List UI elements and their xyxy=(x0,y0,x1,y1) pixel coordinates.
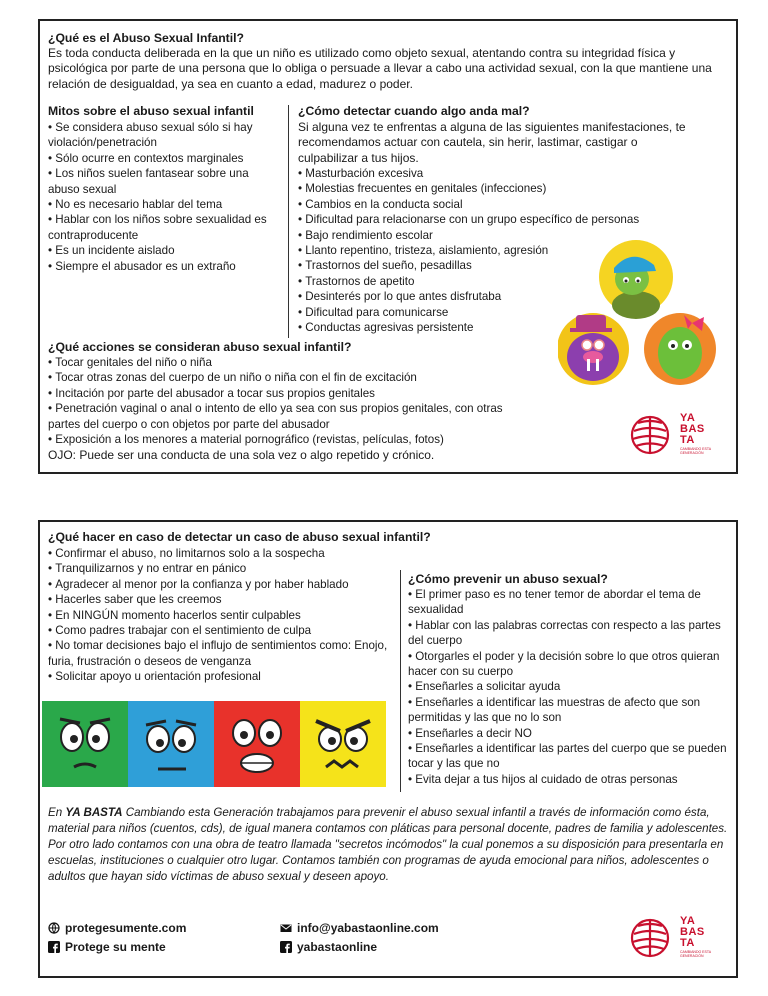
list-item: • Hablar con los niños sobre sexualidad es contraproducente xyxy=(48,212,280,243)
logo-line-2: BAS xyxy=(680,926,705,938)
facebook-handle-link[interactable] xyxy=(280,940,377,954)
list-item: • Penetración vaginal o anal o intento de ello ya sea con sus propios genitales, con otras partes del cuerpo o con objetos por parte del abusador xyxy=(48,401,518,432)
list-item: • Conductas agresivas persistente xyxy=(298,320,718,335)
website-text: protegesumente.com xyxy=(65,921,187,935)
list-item: • Exposición a los menores a material pornográfico (revistas, películas, fotos) xyxy=(48,432,518,447)
myths-title: Mitos sobre el abuso sexual infantil xyxy=(48,104,254,118)
list-item: • Dificultad para comunicarse xyxy=(298,305,718,320)
about-paragraph xyxy=(48,805,728,885)
list-item: • Los niños suelen fantasear sobre una abuso sexual xyxy=(48,166,280,197)
list-item: • Solicitar apoyo u orientación profesional xyxy=(48,669,398,684)
column-divider xyxy=(288,105,289,338)
characters-illustration xyxy=(558,235,718,385)
list-item: • Siempre el abusador es un extraño xyxy=(48,259,280,274)
list-item: • Llanto repentino, tristeza, aislamiento, agresión xyxy=(298,243,718,258)
list-item: • Enseñarles a identificar las muestras de afecto que son permitidas y las que no lo son xyxy=(408,695,730,726)
list-item: • Se considera abuso sexual sólo si hay violación/penetración xyxy=(48,120,280,151)
detect-title: ¿Cómo detectar cuando algo anda mal? xyxy=(298,104,530,118)
list-item: • Cambios en la conducta social xyxy=(298,197,718,212)
logo-line-3: TA xyxy=(680,937,695,949)
email-text: info@yabastaonline.com xyxy=(297,921,439,935)
prevent-list xyxy=(408,587,730,787)
facebook-handle-text: yabastaonline xyxy=(297,940,378,954)
list-item: • No es necesario hablar del tema xyxy=(48,197,280,212)
myths-list xyxy=(48,120,280,274)
list-item: • Trastornos de apetito xyxy=(298,274,718,289)
actions-note: OJO: Puede ser una conducta de una sola vez o algo repetido y crónico. xyxy=(48,448,435,462)
facebook-page-text: Protege su mente xyxy=(65,940,166,954)
list-item: • Evita dejar a tus hijos al cuidado de otras personas xyxy=(408,772,730,787)
list-item: • No tomar decisiones bajo el influjo de sentimientos como: Enojo, furia, frustración o deseos de venganza xyxy=(48,638,398,669)
what-is-body: Es toda conducta deliberada en la que un niño es utilizado como objeto sexual, atentando contra su integridad física y psicológica por parte de una persona que lo obliga o persuade a llevar a cabo una actividad sexual, con la que mantiene una relación de desigualdad, ya sea en cuanto a edad, madurez o poder. xyxy=(48,46,712,91)
logo-wordmark xyxy=(680,916,705,949)
list-item: • Enseñarles a solicitar ayuda xyxy=(408,679,730,694)
girl-turtle-character-icon xyxy=(644,313,716,385)
facebook-icon xyxy=(48,941,60,953)
emotion-faces-strip xyxy=(42,701,386,787)
list-item: • Enseñarles a identificar las partes del cuerpo que se pueden tocar y las que no xyxy=(408,741,730,772)
about-lead: En xyxy=(48,806,66,819)
facebook-icon xyxy=(280,941,292,953)
list-item: • Tocar genitales del niño o niña xyxy=(48,355,518,370)
list-item: • Masturbación excesiva xyxy=(298,166,718,181)
logo-tagline: CAMBIANDO ESTA GENERACIÓN xyxy=(680,447,711,455)
email-link[interactable] xyxy=(280,921,439,935)
list-item: • Otorgarles el poder y la decisión sobre lo que otros quieran hacer con su cuerpo xyxy=(408,649,730,680)
worried-face-icon xyxy=(42,701,128,787)
walrus-character-icon xyxy=(558,313,629,385)
list-item: • Hacerles saber que les creemos xyxy=(48,592,398,607)
logo-line-1: YA xyxy=(680,412,696,424)
list-item: • El primer paso es no tener temor de abordar el tema de sexualidad xyxy=(408,587,730,618)
actions-title: ¿Qué acciones se consideran abuso sexual infantil? xyxy=(48,340,352,354)
logo-tagline: CAMBIANDO ESTA GENERACIÓN xyxy=(680,950,711,958)
list-item: • Sólo ocurre en contextos marginales xyxy=(48,151,280,166)
website-link[interactable] xyxy=(48,921,186,935)
brain-logo-icon xyxy=(626,411,674,459)
logo-line-3: TA xyxy=(680,434,695,446)
list-item: • Dificultad para relacionarse con un grupo específico de personas xyxy=(298,212,718,227)
list-item: • Incitación por parte del abusador a tocar sus propios genitales xyxy=(48,386,518,401)
globe-icon xyxy=(48,922,60,934)
detect-intro: Si alguna vez te enfrentas a alguna de las siguientes manifestaciones, te recomendamos actuar con cautela, sin herir, lastimar, castigar o culpabilizar a tus hijos. xyxy=(298,120,686,165)
column-divider xyxy=(400,570,401,792)
list-item: • Tranquilizarnos y no entrar en pánico xyxy=(48,561,398,576)
list-item: • Como padres trabajar con el sentimiento de culpa xyxy=(48,623,398,638)
info-card-bottom xyxy=(38,520,738,978)
about-text: Cambiando esta Generación trabajamos para prevenir el abuso sexual infantil a través de información como ésta, material para niños (cuentos, cds), de igual manera contamos con pláticas para personal docente, padres de familia y adolescentes. Por otro lado contamos con una obra de teatro llamada "secretos incómodos" la cual ponemos a su disposición para presentarla en escuelas, instituciones o cualquier otro lugar. Contamos también con programas de ayuda emocional para niños, adolescentes o adultos que hayan sido víctimas de abuso sexual y deseen apoyo. xyxy=(48,806,728,883)
list-item: • Confirmar el abuso, no limitarnos solo a la sospecha xyxy=(48,546,398,561)
list-item: • Enseñarles a decir NO xyxy=(408,726,730,741)
list-item: • Molestias frecuentes en genitales (infecciones) xyxy=(298,181,718,196)
list-item: • Hablar con las palabras correctas con respecto a las partes del cuerpo xyxy=(408,618,730,649)
list-item: • Tocar otras zonas del cuerpo de un niño o niña con el fin de excitación xyxy=(48,370,518,385)
logo-line-2: BAS xyxy=(680,423,705,435)
prevent-title: ¿Cómo prevenir un abuso sexual? xyxy=(408,572,608,586)
list-item: • Es un incidente aislado xyxy=(48,243,280,258)
brain-logo-icon xyxy=(626,914,674,962)
ya-basta-logo xyxy=(626,914,722,964)
sad-face-icon xyxy=(128,701,214,787)
list-item: • Desinterés por lo que antes disfrutaba xyxy=(298,289,718,304)
list-item: • En NINGÚN momento hacerlos sentir culpables xyxy=(48,608,398,623)
actions-list xyxy=(48,355,518,447)
what-to-do-title: ¿Qué hacer en caso de detectar un caso de abuso sexual infantil? xyxy=(48,530,431,544)
ya-basta-logo xyxy=(626,411,722,461)
logo-wordmark xyxy=(680,413,705,446)
info-card-top xyxy=(38,19,738,474)
scared-face-icon xyxy=(214,701,300,787)
angry-face-icon xyxy=(300,701,386,787)
list-item: • Trastornos del sueño, pesadillas xyxy=(298,258,718,273)
list-item: • Agradecer al menor por la confianza y por haber hablado xyxy=(48,577,398,592)
about-brand: YA BASTA xyxy=(65,806,123,819)
logo-line-1: YA xyxy=(680,915,696,927)
list-item: • Bajo rendimiento escolar xyxy=(298,228,718,243)
what-is-title: ¿Qué es el Abuso Sexual Infantil? xyxy=(48,31,244,45)
envelope-icon xyxy=(280,922,292,934)
what-to-do-list xyxy=(48,546,398,685)
turtle-character-icon xyxy=(599,240,673,319)
facebook-page-link[interactable] xyxy=(48,940,166,954)
